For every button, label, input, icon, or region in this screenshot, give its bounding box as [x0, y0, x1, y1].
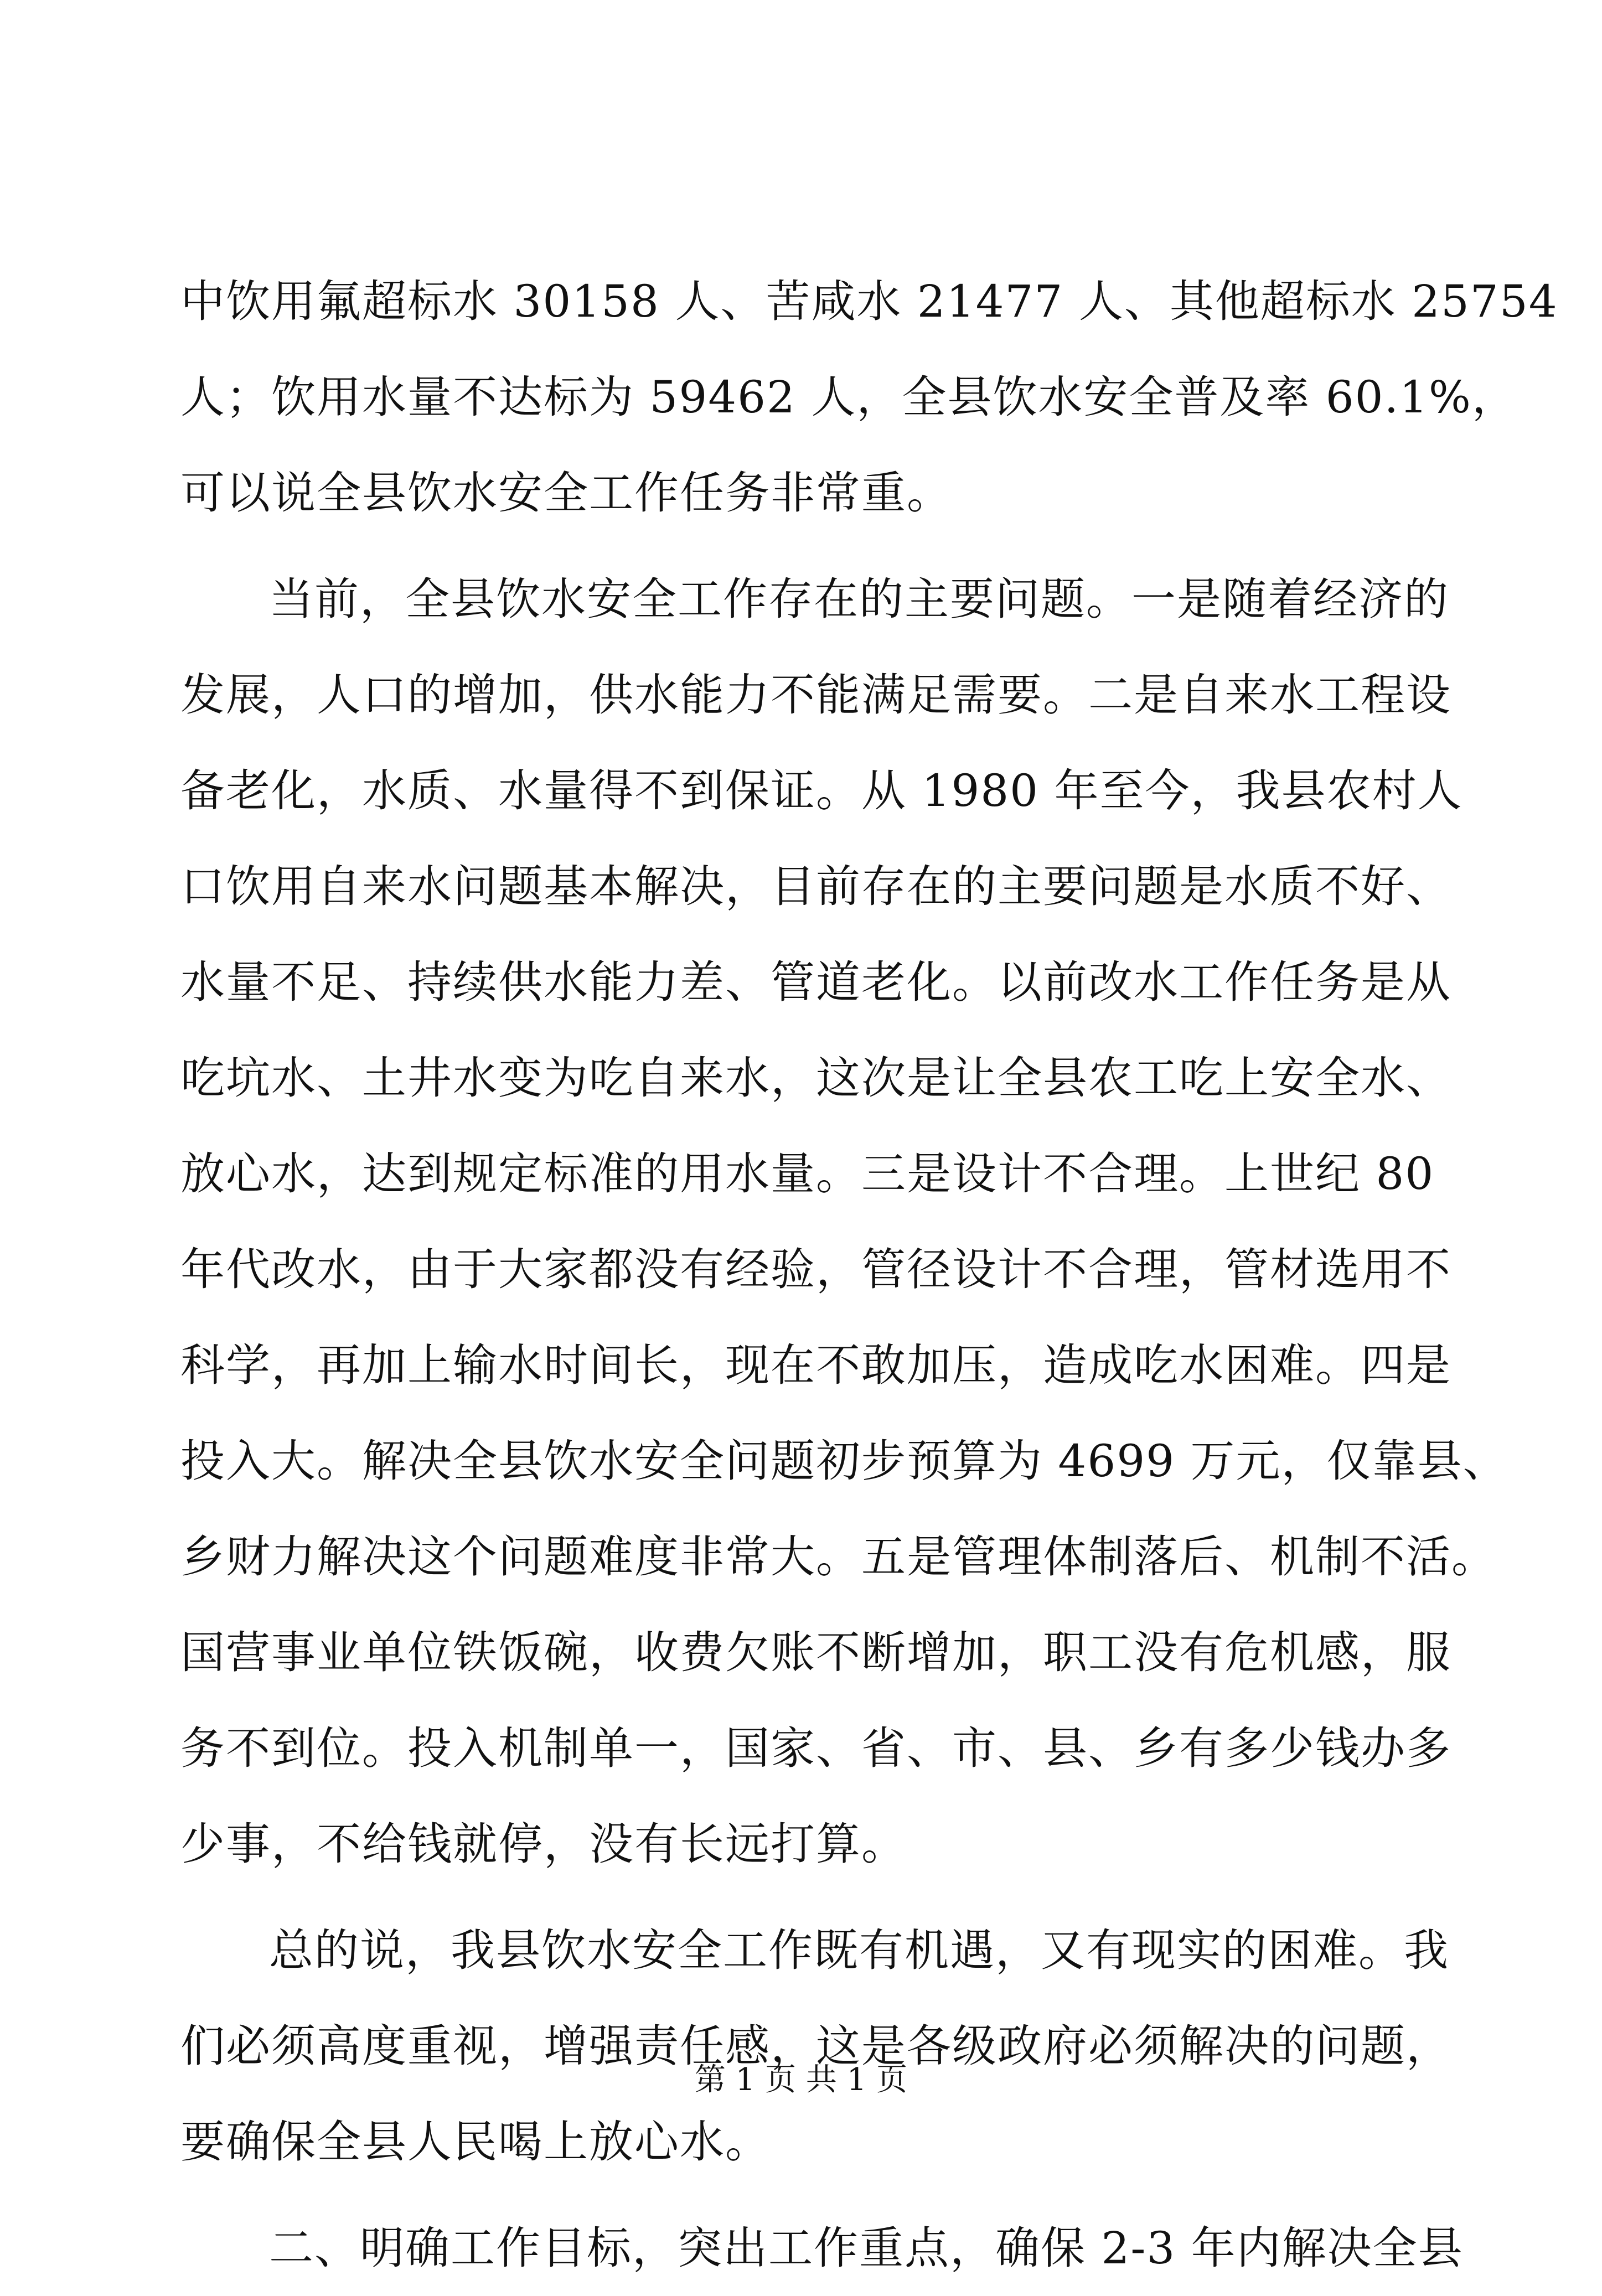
- paragraph: [180, 254, 1558, 541]
- paragraph: [180, 2200, 1464, 2296]
- text-line: 发展，人口的增加，供水能力不能满足需要。二是自来水工程设: [180, 669, 1451, 721]
- text-line: 中饮用氟超标水 30158 人、苦咸水 21477 人、其他超标水 25754: [180, 276, 1558, 327]
- text-line: 年代改水，由于大家都没有经验，管径设计不合理，管材选用不: [180, 1244, 1451, 1295]
- text-line: 水量不足、持续供水能力差、管道老化。以前改水工作任务是从: [180, 956, 1451, 1008]
- text-line: 务不到位。投入机制单一，国家、省、市、县、乡有多少钱办多: [180, 1723, 1451, 1774]
- text-line: 投入大。解决全县饮水安全问题初步预算为 4699 万元，仅靠县、: [180, 1435, 1508, 1487]
- text-line: 们必须高度重视，增强责任感，这是各级政府必须解决的问题，: [180, 2020, 1451, 2072]
- text-line: 二、明确工作目标，突出工作重点，确保 2-3 年内解决全县: [269, 2222, 1464, 2274]
- text-line: 少事，不给钱就停，没有长远打算。: [180, 1818, 907, 1870]
- text-line: 总的说，我县饮水安全工作既有机遇，又有现实的困难。我: [269, 1925, 1449, 1976]
- text-line: 乡财力解决这个问题难度非常大。五是管理体制落后、机制不活。: [180, 1531, 1497, 1583]
- text-line: 备老化，水质、水量得不到保证。从 1980 年至今，我县农村人: [180, 765, 1463, 816]
- text-line: 口饮用自来水问题基本解决，目前存在的主要问题是水质不好、: [180, 861, 1451, 912]
- paragraph: [180, 551, 1508, 1892]
- text-line: 国营事业单位铁饭碗，收费欠账不断增加，职工没有危机感，服: [180, 1627, 1451, 1678]
- text-line: 放心水，达到规定标准的用水量。三是设计不合理。上世纪 80: [180, 1148, 1435, 1199]
- text-line: 人；饮用水量不达标为 59462 人，全县饮水安全普及率 60.1%，: [180, 371, 1517, 423]
- text-line: 要确保全县人民喝上放心水。: [180, 2116, 771, 2168]
- paragraph: [180, 1902, 1451, 2190]
- document-body: [180, 254, 1558, 2296]
- text-line: 当前，全县饮水安全工作存在的主要问题。一是随着经济的: [269, 573, 1449, 625]
- text-line: 吃坑水、土井水变为吃自来水，这次是让全县农工吃上安全水、: [180, 1052, 1451, 1104]
- page-number-label: 第 1 页 共 1 页: [694, 2062, 908, 2098]
- text-line: 科学，再加上输水时间长，现在不敢加压，造成吃水困难。四是: [180, 1340, 1451, 1391]
- page-footer: [0, 2058, 1602, 2102]
- text-line: 可以说全县饮水安全工作任务非常重。: [180, 467, 952, 519]
